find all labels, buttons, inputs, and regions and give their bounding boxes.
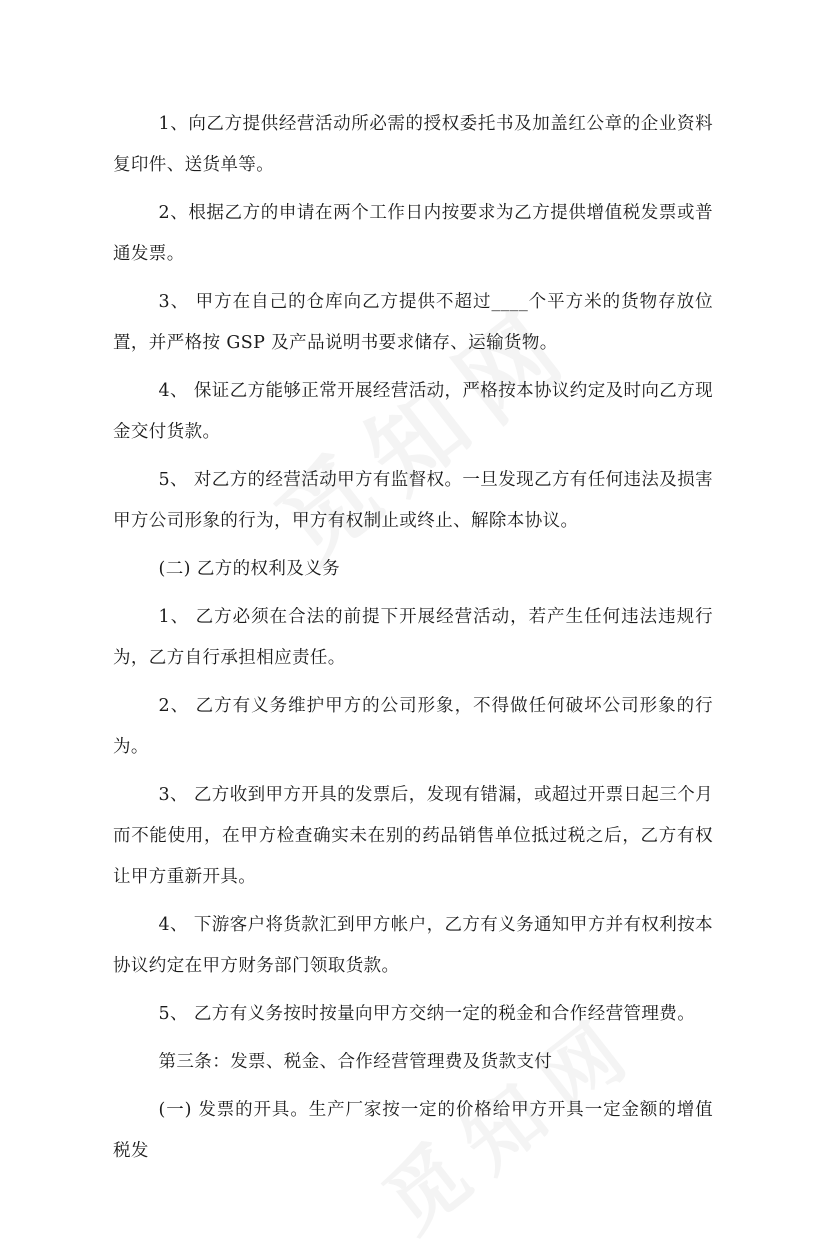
document-body xyxy=(113,104,713,1172)
paragraph-party-b-duty-4: 4、 下游客户将货款汇到甲方帐户，乙方有义务通知甲方并有权利按本协议约定在甲方财务部门领取货款。 xyxy=(113,915,713,976)
article-heading-3: 第三条：发票、税金、合作经营管理费及货款支付 xyxy=(158,1052,553,1072)
paragraph-party-a-duty-1: 1、向乙方提供经营活动所必需的授权委托书及加盖红公章的企业资料复印件、送货单等。 xyxy=(113,114,713,175)
paragraph-party-a-duty-4: 4、 保证乙方能够正常开展经营活动，严格按本协议约定及时向乙方现金交付货款。 xyxy=(113,381,713,442)
paragraph-party-b-duty-2: 2、 乙方有义务维护甲方的公司形象，不得做任何破坏公司形象的行为。 xyxy=(113,696,713,757)
paragraph-party-a-duty-2: 2、根据乙方的申请在两个工作日内按要求为乙方提供增值税发票或普通发票。 xyxy=(113,203,713,264)
paragraph-party-b-duty-3: 3、 乙方收到甲方开具的发票后，发现有错漏，或超过开票日起三个月而不能使用，在甲方检查确实未在别的药品销售单位抵过税之后，乙方有权让甲方重新开具。 xyxy=(113,785,713,887)
paragraph-party-b-duty-5: 5、 乙方有义务按时按量向甲方交纳一定的税金和合作经营管理费。 xyxy=(158,1004,696,1024)
section-heading-party-b: (二) 乙方的权利及义务 xyxy=(158,559,341,579)
paragraph-party-b-duty-1: 1、 乙方必须在合法的前提下开展经营活动，若产生任何违法违规行为，乙方自行承担相应责任。 xyxy=(113,607,713,668)
paragraph-party-a-duty-3: 3、 甲方在自己的仓库向乙方提供不超过____个平方米的货物存放位置，并严格按 GSP 及产品说明书要求储存、运输货物。 xyxy=(113,292,713,353)
paragraph-party-a-duty-5: 5、 对乙方的经营活动甲方有监督权。一旦发现乙方有任何违法及损害甲方公司形象的行为，甲方有权制止或终止、解除本协议。 xyxy=(113,470,713,531)
paragraph-invoice-issuance: (一) 发票的开具。生产厂家按一定的价格给甲方开具一定金额的增值税发 xyxy=(113,1100,713,1161)
